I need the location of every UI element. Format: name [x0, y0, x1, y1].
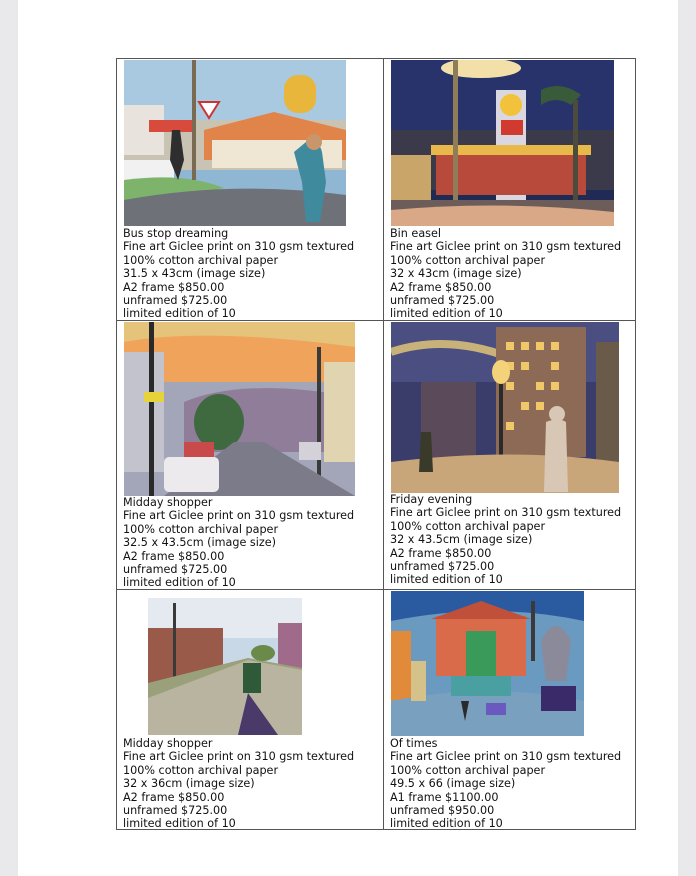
artwork-title: Midday shopper	[123, 496, 213, 509]
artwork-edition: limited edition of 10	[123, 307, 236, 321]
artwork-size: 49.5 x 66 (image size)	[390, 777, 516, 791]
artwork-cell	[117, 590, 384, 829]
painting-bus-stop-dreaming	[124, 60, 346, 226]
artwork-medium: Fine art Giclee print on 310 gsm textured	[123, 750, 355, 764]
artwork-paper: 100% cotton archival paper	[390, 253, 546, 267]
artwork-table	[116, 58, 636, 830]
artwork-cell	[117, 321, 384, 590]
artwork-title: Bus stop dreaming	[123, 227, 229, 240]
document-page	[18, 0, 678, 876]
artwork-paper: 100% cotton archival paper	[390, 763, 546, 777]
artwork-size: 31.5 x 43cm (image size)	[123, 267, 266, 281]
painting-bin-easel	[391, 60, 614, 226]
artwork-cell	[384, 59, 635, 321]
artwork-framed-price: A1 frame $1100.00	[390, 790, 499, 804]
artwork-medium: Fine art Giclee print on 310 gsm textured	[390, 506, 622, 520]
painting-midday-shopper-bin	[148, 598, 302, 735]
artwork-caption	[123, 496, 354, 590]
artwork-unframed-price: unframed $725.00	[390, 294, 495, 308]
artwork-unframed-price: unframed $725.00	[123, 804, 228, 818]
artwork-caption	[123, 227, 354, 321]
artwork-size: 32 x 43cm (image size)	[390, 267, 522, 281]
artwork-cell	[117, 59, 384, 321]
artwork-edition: limited edition of 10	[390, 817, 503, 829]
artwork-framed-price: A2 frame $850.00	[390, 280, 492, 294]
artwork-paper: 100% cotton archival paper	[123, 253, 279, 267]
artwork-framed-price: A2 frame $850.00	[123, 549, 225, 563]
painting-of-times	[391, 591, 584, 736]
artwork-medium: Fine art Giclee print on 310 gsm textured	[390, 240, 622, 254]
artwork-unframed-price: unframed $725.00	[390, 560, 495, 574]
artwork-edition: limited edition of 10	[390, 307, 503, 321]
artwork-cell	[384, 590, 635, 829]
artwork-title: Midday shopper	[123, 737, 213, 750]
artwork-size: 32 x 43.5cm (image size)	[390, 533, 533, 547]
artwork-caption	[123, 737, 354, 829]
artwork-framed-price: A2 frame $850.00	[123, 790, 225, 804]
artwork-paper: 100% cotton archival paper	[390, 519, 546, 533]
artwork-paper: 100% cotton archival paper	[123, 522, 279, 536]
artwork-title: Bin easel	[390, 227, 441, 240]
artwork-medium: Fine art Giclee print on 310 gsm textured	[123, 240, 355, 254]
artwork-unframed-price: unframed $725.00	[123, 294, 228, 308]
artwork-paper: 100% cotton archival paper	[123, 763, 279, 777]
painting-friday-evening	[391, 322, 619, 493]
artwork-medium: Fine art Giclee print on 310 gsm textured	[390, 750, 622, 764]
artwork-framed-price: A2 frame $850.00	[123, 280, 225, 294]
painting-midday-shopper-street	[124, 322, 355, 496]
artwork-edition: limited edition of 10	[390, 573, 503, 587]
artwork-edition: limited edition of 10	[123, 817, 236, 829]
artwork-cell	[384, 321, 635, 590]
artwork-caption	[390, 493, 621, 587]
artwork-caption	[390, 737, 621, 829]
artwork-title: Of times	[390, 737, 438, 750]
artwork-unframed-price: unframed $950.00	[390, 804, 495, 818]
artwork-title: Friday evening	[390, 493, 473, 506]
artwork-medium: Fine art Giclee print on 310 gsm textured	[123, 509, 355, 523]
artwork-framed-price: A2 frame $850.00	[390, 546, 492, 560]
artwork-caption	[390, 227, 621, 321]
artwork-edition: limited edition of 10	[123, 576, 236, 590]
artwork-size: 32 x 36cm (image size)	[123, 777, 255, 791]
artwork-unframed-price: unframed $725.00	[123, 563, 228, 577]
artwork-size: 32.5 x 43.5cm (image size)	[123, 536, 276, 550]
